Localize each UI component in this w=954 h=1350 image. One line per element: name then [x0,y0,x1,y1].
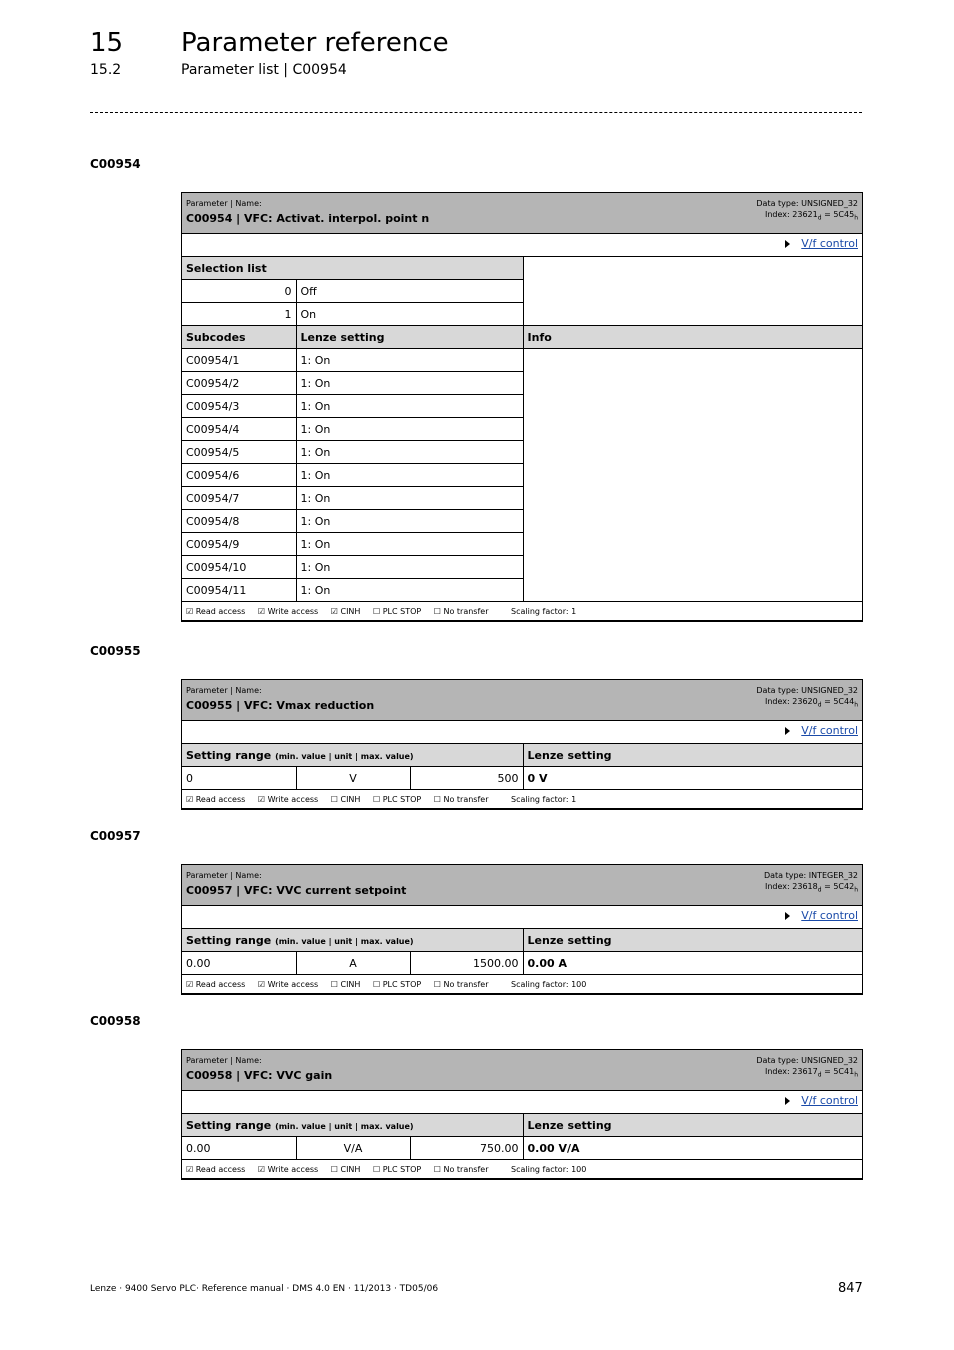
param-name-label: Parameter | Name: [186,199,262,208]
selection-row: 1 On [182,303,862,326]
param-table [181,679,863,810]
flag-no-transfer: ☐ No transfer [433,794,489,804]
caret-right-icon [785,912,790,920]
scaling-factor: Scaling factor: 1 [511,794,577,804]
info-cell [523,349,862,602]
flag-write-access: ☑ Write access [257,979,319,989]
lenze-setting-header: Lenze setting [523,929,862,952]
lenze-setting-header: Lenze setting [296,326,523,349]
flag-write-access: ☑ Write access [257,1164,319,1174]
subcode-row: C00954/2 1: On [182,372,862,395]
data-type: Data type: UNSIGNED_32 [756,199,858,208]
flag-no-transfer: ☐ No transfer [433,606,489,616]
data-type: Data type: UNSIGNED_32 [756,1056,858,1065]
setting-range-header: Setting range (min. value | unit | max. value) [182,929,523,952]
subcode-row: C00954/11 1: On [182,579,862,602]
min-value: 0 [182,767,296,790]
param-table [181,1049,863,1180]
caret-right-icon [785,240,790,248]
param-index: Index: $23617_d = 5C41_h$ [765,1067,858,1079]
link-row [182,906,862,929]
subcode-row: C00954/9 1: On [182,533,862,556]
scaling-factor: Scaling factor: 100 [511,979,587,989]
param-heading: C00958 [90,1014,141,1028]
setting-range-grid [182,744,862,809]
unit: A [296,952,410,975]
max-value: 750.00 [410,1137,523,1160]
page-number: 847 [838,1281,863,1296]
flag-plc-stop: ☐ PLC STOP [372,606,422,616]
access-flags-row [182,975,862,994]
lenze-setting-header: Lenze setting [523,1114,862,1137]
link-row [182,721,862,744]
lenze-setting-value: 0.00 V/A [523,1137,862,1160]
chapter-title: Parameter reference [181,28,449,58]
flag-read-access: ☑ Read access [186,606,246,616]
chapter-number: 15 [90,28,124,58]
flag-write-access: ☑ Write access [257,606,319,616]
setting-range-row [182,1137,862,1160]
setting-range-row [182,767,862,790]
param-header [182,193,862,234]
lenze-setting-value: 0.00 A [523,952,862,975]
subcode-row: C00954/4 1: On [182,418,862,441]
setting-range-row [182,952,862,975]
vf-control-link[interactable]: V/f control [801,1094,858,1107]
param-table [181,192,863,622]
param-heading: C00955 [90,644,141,658]
param-table [181,864,863,995]
param-name: C00954 | VFC: Activat. interpol. point n [186,212,430,225]
max-value: 500 [410,767,523,790]
vf-control-link[interactable]: V/f control [801,909,858,922]
scaling-factor: Scaling factor: 100 [511,1164,587,1174]
subcodes-header: Subcodes [182,326,296,349]
caret-right-icon [785,1097,790,1105]
section-title: Parameter list | C00954 [181,62,347,78]
param-index: Index: $23620_d = 5C44_h$ [765,697,858,709]
vf-control-link[interactable]: V/f control [801,724,858,737]
flag-cinh: ☐ CINH [330,979,361,989]
selection-list-header: Selection list [182,257,523,280]
flag-plc-stop: ☐ PLC STOP [372,979,422,989]
param-name-label: Parameter | Name: [186,871,262,880]
param-name: C00957 | VFC: VVC current setpoint [186,884,407,897]
subcode-row: C00954/3 1: On [182,395,862,418]
flag-no-transfer: ☐ No transfer [433,1164,489,1174]
flag-no-transfer: ☐ No transfer [433,979,489,989]
subcode-row: C00954/8 1: On [182,510,862,533]
link-row [182,1091,862,1114]
param-index: Index: $23618_d = 5C42_h$ [765,882,858,894]
vf-control-link[interactable]: V/f control [801,237,858,250]
section-number: 15.2 [90,62,122,78]
unit: V/A [296,1137,410,1160]
flag-cinh: ☐ CINH [330,1164,361,1174]
subcode-row: C00954/1 1: On [182,349,862,372]
param-name: C00958 | VFC: VVC gain [186,1069,333,1082]
page-footer-text: Lenze · 9400 Servo PLC· Reference manual · DMS 4.0 EN · 11/2013 · TD05/06 [90,1284,439,1294]
flag-read-access: ☑ Read access [186,794,246,804]
link-row [182,234,862,257]
selection-blank-cell [523,257,862,326]
subcode-row: C00954/7 1: On [182,487,862,510]
info-header: Info [523,326,862,349]
setting-range-header: Setting range (min. value | unit | max. value) [182,1114,523,1137]
param-header [182,865,862,906]
param-header [182,680,862,721]
lenze-setting-header: Lenze setting [523,744,862,767]
flag-cinh: ☐ CINH [330,794,361,804]
max-value: 1500.00 [410,952,523,975]
setting-range-header: Setting range (min. value | unit | max. value) [182,744,523,767]
param-name: C00955 | VFC: Vmax reduction [186,699,375,712]
flag-plc-stop: ☐ PLC STOP [372,1164,422,1174]
param-heading: C00957 [90,829,141,843]
selection-row: 0 Off [182,280,862,303]
setting-range-grid [182,1114,862,1179]
flag-read-access: ☑ Read access [186,979,246,989]
data-type: Data type: UNSIGNED_32 [756,686,858,695]
selection-subcode-grid [182,257,862,621]
access-flags-row [182,602,862,621]
param-index: Index: $23621_d = 5C45_h$ [765,210,858,222]
subcode-row: C00954/10 1: On [182,556,862,579]
subcode-row: C00954/6 1: On [182,464,862,487]
caret-right-icon [785,727,790,735]
param-heading: C00954 [90,157,141,171]
header-divider [90,112,862,113]
flag-plc-stop: ☐ PLC STOP [372,794,422,804]
lenze-setting-value: 0 V [523,767,862,790]
flag-cinh: ☑ CINH [330,606,361,616]
scaling-factor: Scaling factor: 1 [511,606,577,616]
subcode-row: C00954/5 1: On [182,441,862,464]
unit: V [296,767,410,790]
param-name-label: Parameter | Name: [186,686,262,695]
flag-read-access: ☑ Read access [186,1164,246,1174]
data-type: Data type: INTEGER_32 [763,871,858,880]
setting-range-grid [182,929,862,994]
access-flags-row [182,790,862,809]
param-name-label: Parameter | Name: [186,1056,262,1065]
access-flags-row [182,1160,862,1179]
min-value: 0.00 [182,1137,296,1160]
param-header [182,1050,862,1091]
min-value: 0.00 [182,952,296,975]
flag-write-access: ☑ Write access [257,794,319,804]
